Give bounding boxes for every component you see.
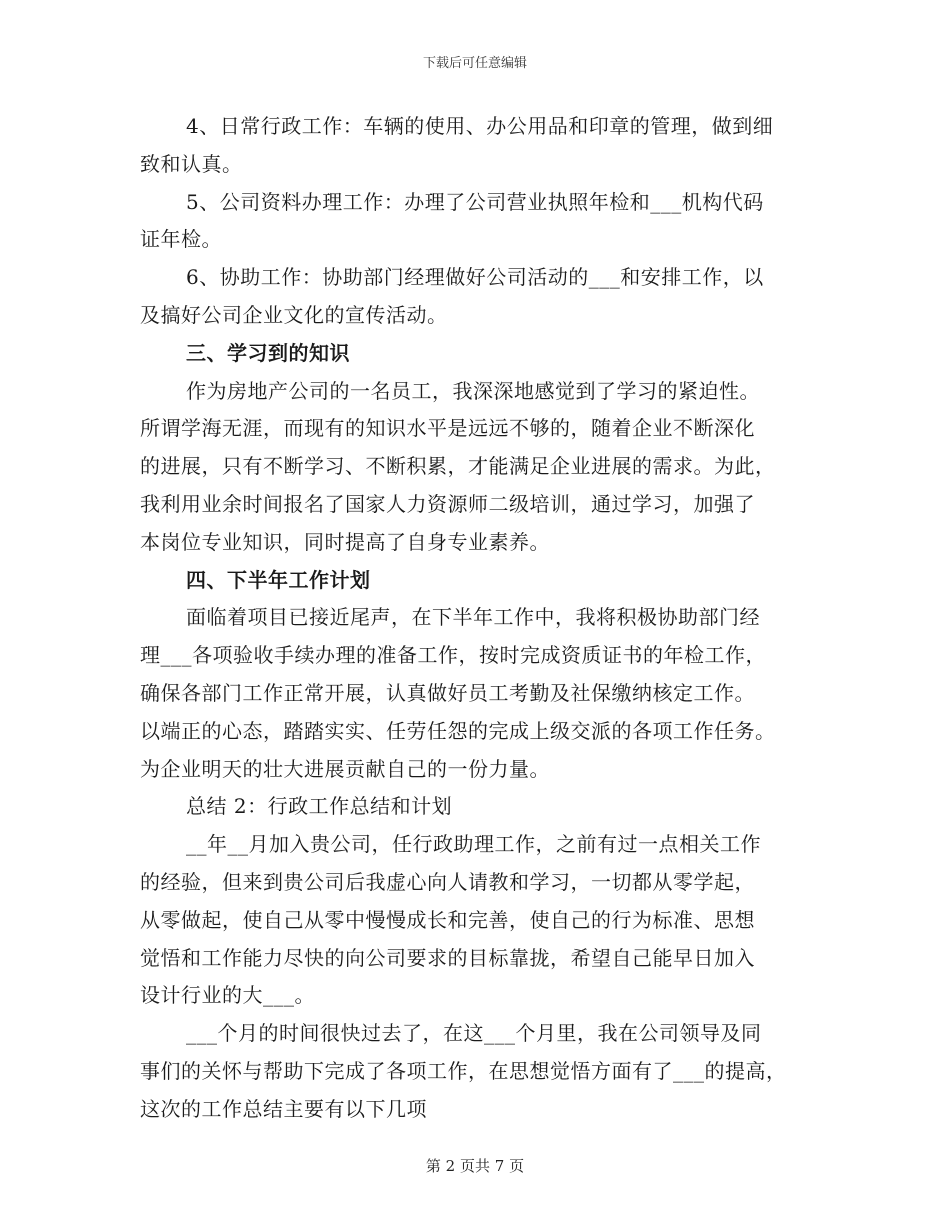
- paragraph-line: 我利用业余时间报名了国家人力资源师二级培训，通过学习，加强了: [140, 491, 755, 516]
- subtitle-line: 总结 2：行政工作总结和计划: [186, 794, 453, 819]
- paragraph-line: 确保各部门工作正常开展，认真做好员工考勤及社保缴纳核定工作。: [140, 680, 755, 705]
- paragraph-line: 这次的工作总结主要有以下几项: [140, 1096, 427, 1121]
- document-body: [140, 108, 820, 1129]
- paragraph-line: 致和认真。: [140, 151, 243, 176]
- paragraph-line: 及搞好公司企业文化的宣传活动。: [140, 302, 448, 327]
- paragraph-line: 以端正的心态，踏踏实实、任劳任怨的完成上级交派的各项工作任务。: [140, 718, 776, 743]
- page-footer: 第 2 页共 7 页: [425, 1157, 525, 1175]
- paragraph-line: 证年检。: [140, 227, 222, 252]
- paragraph-line: 本岗位专业知识，同时提高了自身专业素养。: [140, 529, 550, 554]
- paragraph-line: 6、协助工作：协助部门经理做好公司活动的___和安排工作，以: [186, 265, 764, 290]
- paragraph-line: 的经验，但来到贵公司后我虚心向人请教和学习，一切都从零学起，: [140, 869, 755, 894]
- paragraph-line: 理___各项验收手续办理的准备工作，按时完成资质证书的年检工作，: [140, 643, 766, 668]
- section-heading: 四、下半年工作计划: [186, 567, 371, 592]
- paragraph-line: 觉悟和工作能力尽快的向公司要求的目标靠拢，希望自己能早日加入: [140, 945, 755, 970]
- paragraph-line: 的进展，只有不断学习、不断积累，才能满足企业进展的需求。为此，: [140, 454, 776, 479]
- paragraph-line: ___个月的时间很快过去了，在这___个月里，我在公司领导及同: [186, 1021, 762, 1046]
- paragraph-line: 面临着项目已接近尾声，在下半年工作中，我将积极协助部门经: [186, 605, 760, 630]
- paragraph-line: 从零做起，使自己从零中慢慢成长和完善，使自己的行为标准、思想: [140, 907, 755, 932]
- paragraph-line: 4、日常行政工作：车辆的使用、办公用品和印章的管理，做到细: [186, 114, 774, 138]
- paragraph-line: 事们的关怀与帮助下完成了各项工作，在思想觉悟方面有了___的提高，: [140, 1058, 787, 1083]
- page-header: 下载后可任意编辑: [422, 56, 527, 71]
- paragraph-line: 为企业明天的壮大进展贡献自己的一份力量。: [140, 756, 550, 781]
- paragraph-line: 设计行业的大___。: [140, 983, 315, 1008]
- section-heading: 三、学习到的知识: [186, 340, 350, 365]
- paragraph-line: 所谓学海无涯，而现有的知识水平是远远不够的，随着企业不断深化: [140, 416, 755, 441]
- paragraph-line: 作为房地产公司的一名员工，我深深地感觉到了学习的紧迫性。: [186, 378, 760, 403]
- paragraph-line: __年__月加入贵公司，任行政助理工作，之前有过一点相关工作: [186, 832, 761, 857]
- paragraph-line: 5、公司资料办理工作：办理了公司营业执照年检和___机构代码: [186, 189, 764, 214]
